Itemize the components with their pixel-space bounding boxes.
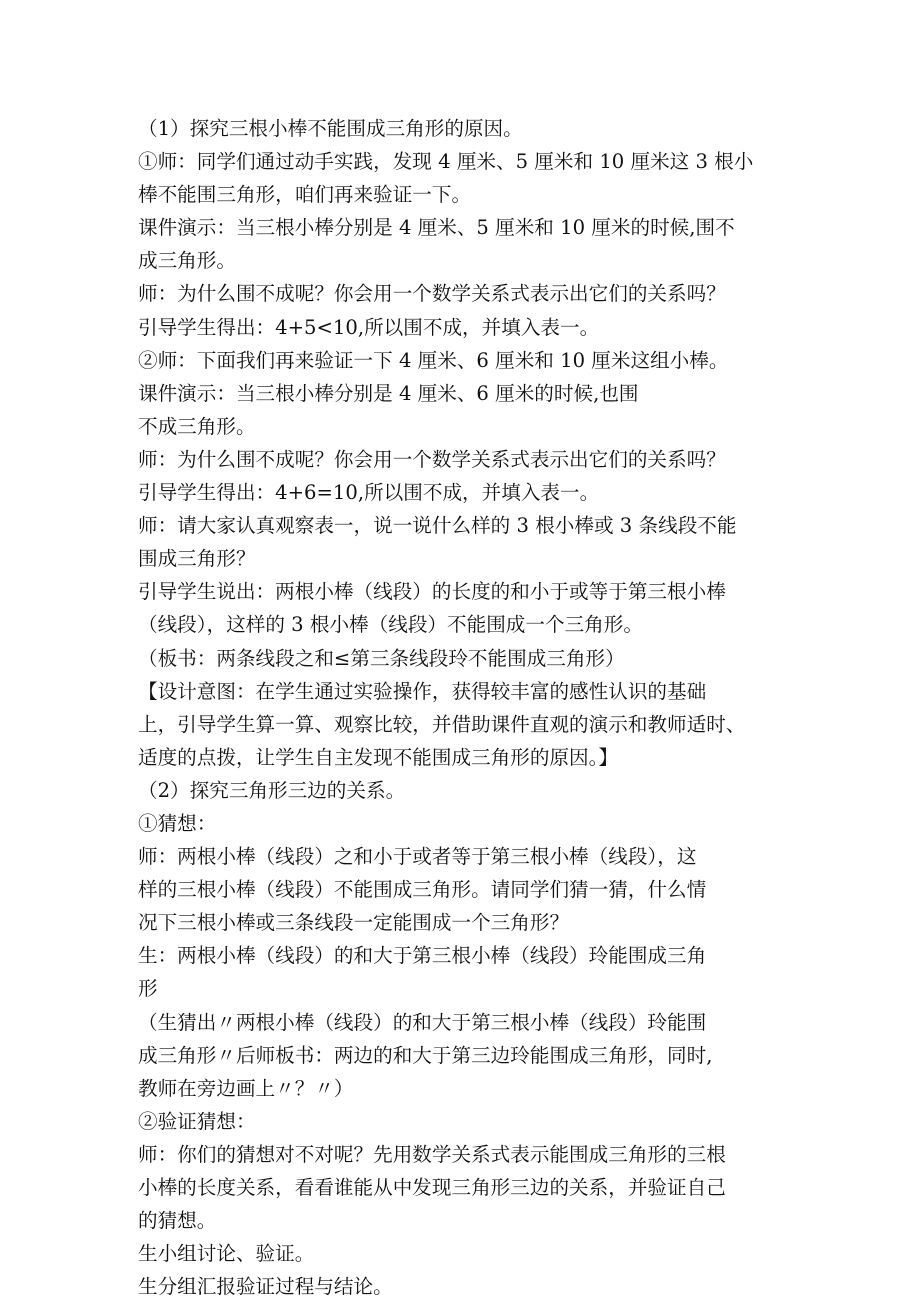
paragraph-line: 围成三角形？ (138, 547, 256, 571)
paragraph-line: ②验证猜想： (138, 1109, 256, 1133)
paragraph-line: 生：两根小棒（线段）的和大于第三根小棒（线段）玲能围成三角 (138, 944, 707, 968)
paragraph-line: 小棒的长度关系，看看谁能从中发现三角形三边的关系，并验证自己 (138, 1176, 726, 1199)
paragraph-line: 课件演示：当三根小棒分别是 4 厘米、6 厘米的时候,也围 (138, 381, 639, 405)
paragraph-line: ②师：下面我们再来验证一下 4 厘米、6 厘米和 10 厘米这组小棒。 (138, 348, 729, 372)
paragraph-line: （2）探究三角形三边的关系。 (138, 778, 406, 802)
paragraph-line: 生小组讨论、验证。 (138, 1242, 315, 1266)
paragraph-line: （线段），这样的 3 根小棒（线段）不能围成一个三角形。 (138, 613, 643, 637)
paragraph-line: 的猜想。 (138, 1209, 217, 1233)
paragraph-line: 课件演示：当三根小棒分别是 4 厘米、5 厘米和 10 厘米的时候,围不 (138, 216, 735, 240)
paragraph-line: 适度的点拨，让学生自主发现不能围成三角形的原因。】 (138, 745, 619, 769)
paragraph-line: （板书：两条线段之和≤第三条线段玲不能围成三角形） (138, 646, 625, 670)
paragraph-line: ①师：同学们通过动手实践，发现 4 厘米、5 厘米和 10 厘米这 3 根小 (138, 150, 754, 174)
paragraph-line: 师：为什么围不成呢？你会用一个数学关系式表示出它们的关系吗？ (138, 447, 726, 471)
paragraph-line: 引导学生得出：4+5<10,所以围不成，并填入表一。 (138, 315, 600, 339)
paragraph-line: 师：请大家认真观察表一，说一说什么样的 3 根小棒或 3 条线段不能 (138, 514, 737, 538)
paragraph-line: ①猜想： (138, 811, 217, 835)
paragraph-line: 教师在旁边画上〃？〃） (138, 1076, 354, 1100)
paragraph-line: 成三角形。 (138, 249, 236, 273)
paragraph-line: 生分组汇报验证过程与结论。 (138, 1275, 393, 1299)
document-body (138, 112, 802, 1303)
paragraph-line: 师：为什么围不成呢？你会用一个数学关系式表示出它们的关系吗？ (138, 282, 726, 306)
paragraph-line: （1）探究三根小棒不能围成三角形的原因。 (138, 117, 523, 140)
paragraph-line: 上，引导学生算一算、观察比较，并借助课件直观的演示和教师适时、 (138, 712, 746, 736)
paragraph-line: 样的三根小棒（线段）不能围成三角形。请同学们猜一猜，什么情 (138, 878, 707, 902)
paragraph-line: 成三角形〃后师板书：两边的和大于第三边玲能围成三角形，同时, (138, 1043, 713, 1067)
paragraph-line: 【设计意图：在学生通过实验操作，获得较丰富的感性认识的基础 (138, 679, 707, 703)
paragraph-line: 不成三角形。 (138, 414, 256, 438)
paragraph-line: 引导学生说出：两根小棒（线段）的长度的和小于或等于第三根小棒 (138, 580, 726, 604)
paragraph-line: 形 (138, 977, 158, 1001)
paragraph-line: 引导学生得出：4+6=10,所以围不成，并填入表一。 (138, 481, 600, 505)
paragraph-line: 棒不能围三角形，咱们再来验证一下。 (138, 183, 472, 207)
paragraph-line: 师：两根小棒（线段）之和小于或者等于第三根小棒（线段），这 (138, 845, 697, 869)
paragraph-line: 师：你们的猜想对不对呢？先用数学关系式表示能围成三角形的三根 (138, 1142, 726, 1166)
paragraph-line: （生猜出〃两根小棒（线段）的和大于第三根小棒（线段）玲能围 (138, 1010, 707, 1034)
paragraph-line: 况下三根小棒或三条线段一定能围成一个三角形？ (138, 911, 570, 935)
